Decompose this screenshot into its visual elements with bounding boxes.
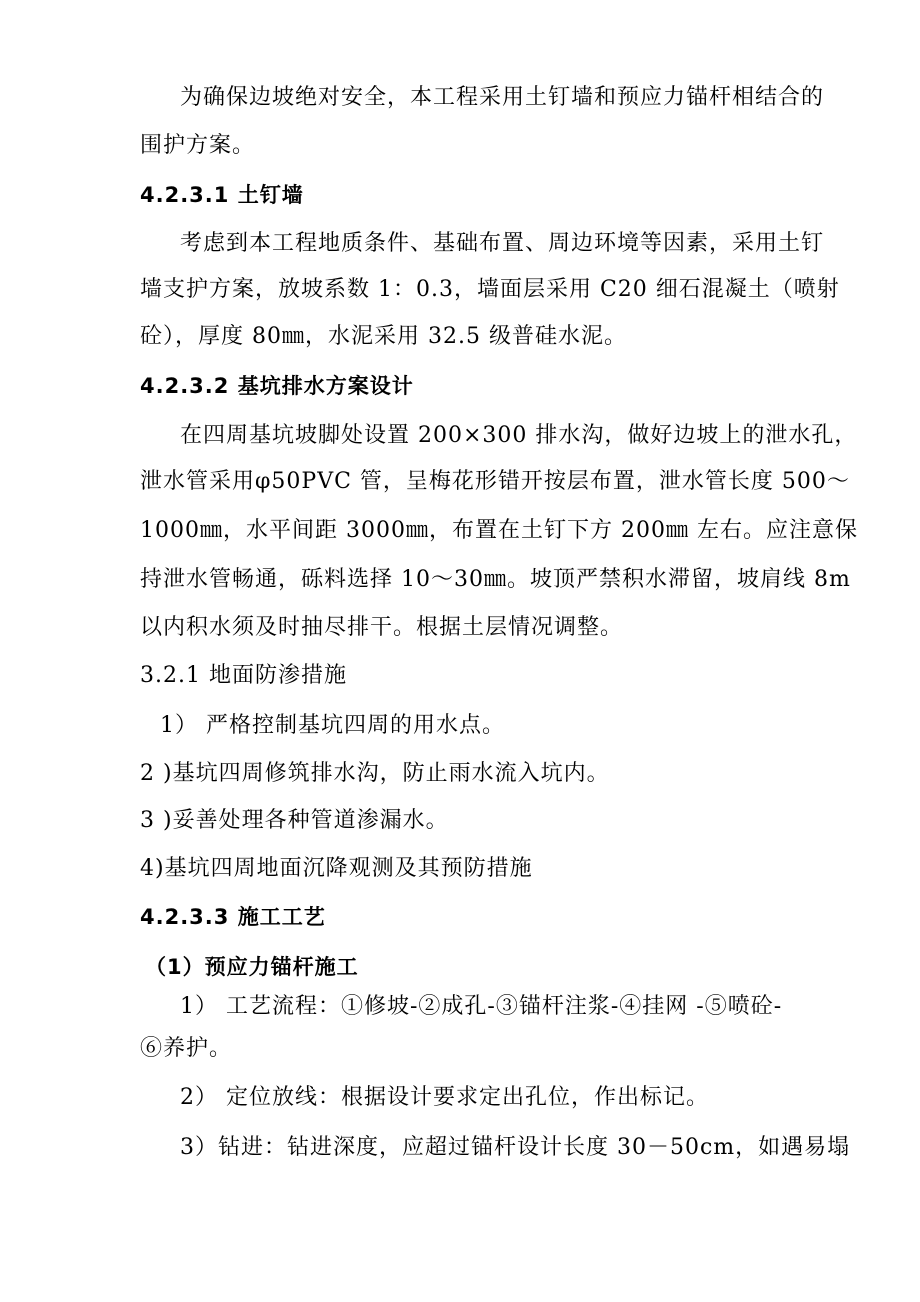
- paragraph-line: 持泄水管畅通，砾料选择 10～30㎜。坡顶严禁积水滞留，坡肩线 8m: [140, 567, 851, 592]
- list-item: 3 )妥善处理各种管道渗漏水。: [140, 808, 449, 833]
- paragraph-line: 以内积水须及时抽尽排干。根据土层情况调整。: [140, 615, 624, 640]
- paragraph-line: 1） 工艺流程：①修坡-②成孔-③锚杆注浆-④挂网 -⑤喷砼-: [180, 994, 783, 1019]
- list-item: 1） 严格控制基坑四周的用水点。: [160, 713, 505, 738]
- list-item: 2 )基坑四周修筑排水沟，防止雨水流入坑内。: [140, 761, 610, 786]
- paragraph-line: 1000㎜，水平间距 3000㎜，布置在土钉下方 200㎜ 左右。应注意保: [140, 518, 858, 543]
- paragraph-line: 为确保边坡绝对安全，本工程采用土钉墙和预应力锚杆相结合的: [180, 85, 825, 110]
- subsection-heading: （1）预应力锚杆施工: [145, 955, 359, 979]
- paragraph-line: 在四周基坑坡脚处设置 200×300 排水沟，做好边坡上的泄水孔，: [180, 423, 858, 448]
- section-heading: 4.2.3.3 施工工艺: [140, 905, 326, 929]
- paragraph-line: 2） 定位放线：根据设计要求定出孔位，作出标记。: [180, 1085, 709, 1110]
- list-item: 4)基坑四周地面沉降观测及其预防措施: [140, 856, 533, 881]
- paragraph-line: 泄水管采用φ50PVC 管，呈梅花形错开按层布置，泄水管长度 500～: [140, 469, 850, 494]
- section-heading: 4.2.3.2 基坑排水方案设计: [140, 374, 414, 398]
- paragraph-line: 砼），厚度 80㎜，水泥采用 32.5 级普硅水泥。: [140, 324, 627, 349]
- paragraph-line: 围护方案。: [140, 133, 256, 158]
- subsection-title: 3.2.1 地面防渗措施: [140, 663, 347, 688]
- section-heading: 4.2.3.1 土钉墙: [140, 183, 304, 207]
- paragraph-line: ⑥养护。: [140, 1036, 233, 1061]
- paragraph-line: 墙支护方案，放坡系数 1：0.3，墙面层采用 C20 细石混凝土（喷射: [140, 277, 840, 302]
- paragraph-line: 3）钻进：钻进深度，应超过锚杆设计长度 30－50cm，如遇易塌: [180, 1135, 851, 1160]
- paragraph-line: 考虑到本工程地质条件、基础布置、周边环境等因素，采用土钉: [180, 231, 825, 256]
